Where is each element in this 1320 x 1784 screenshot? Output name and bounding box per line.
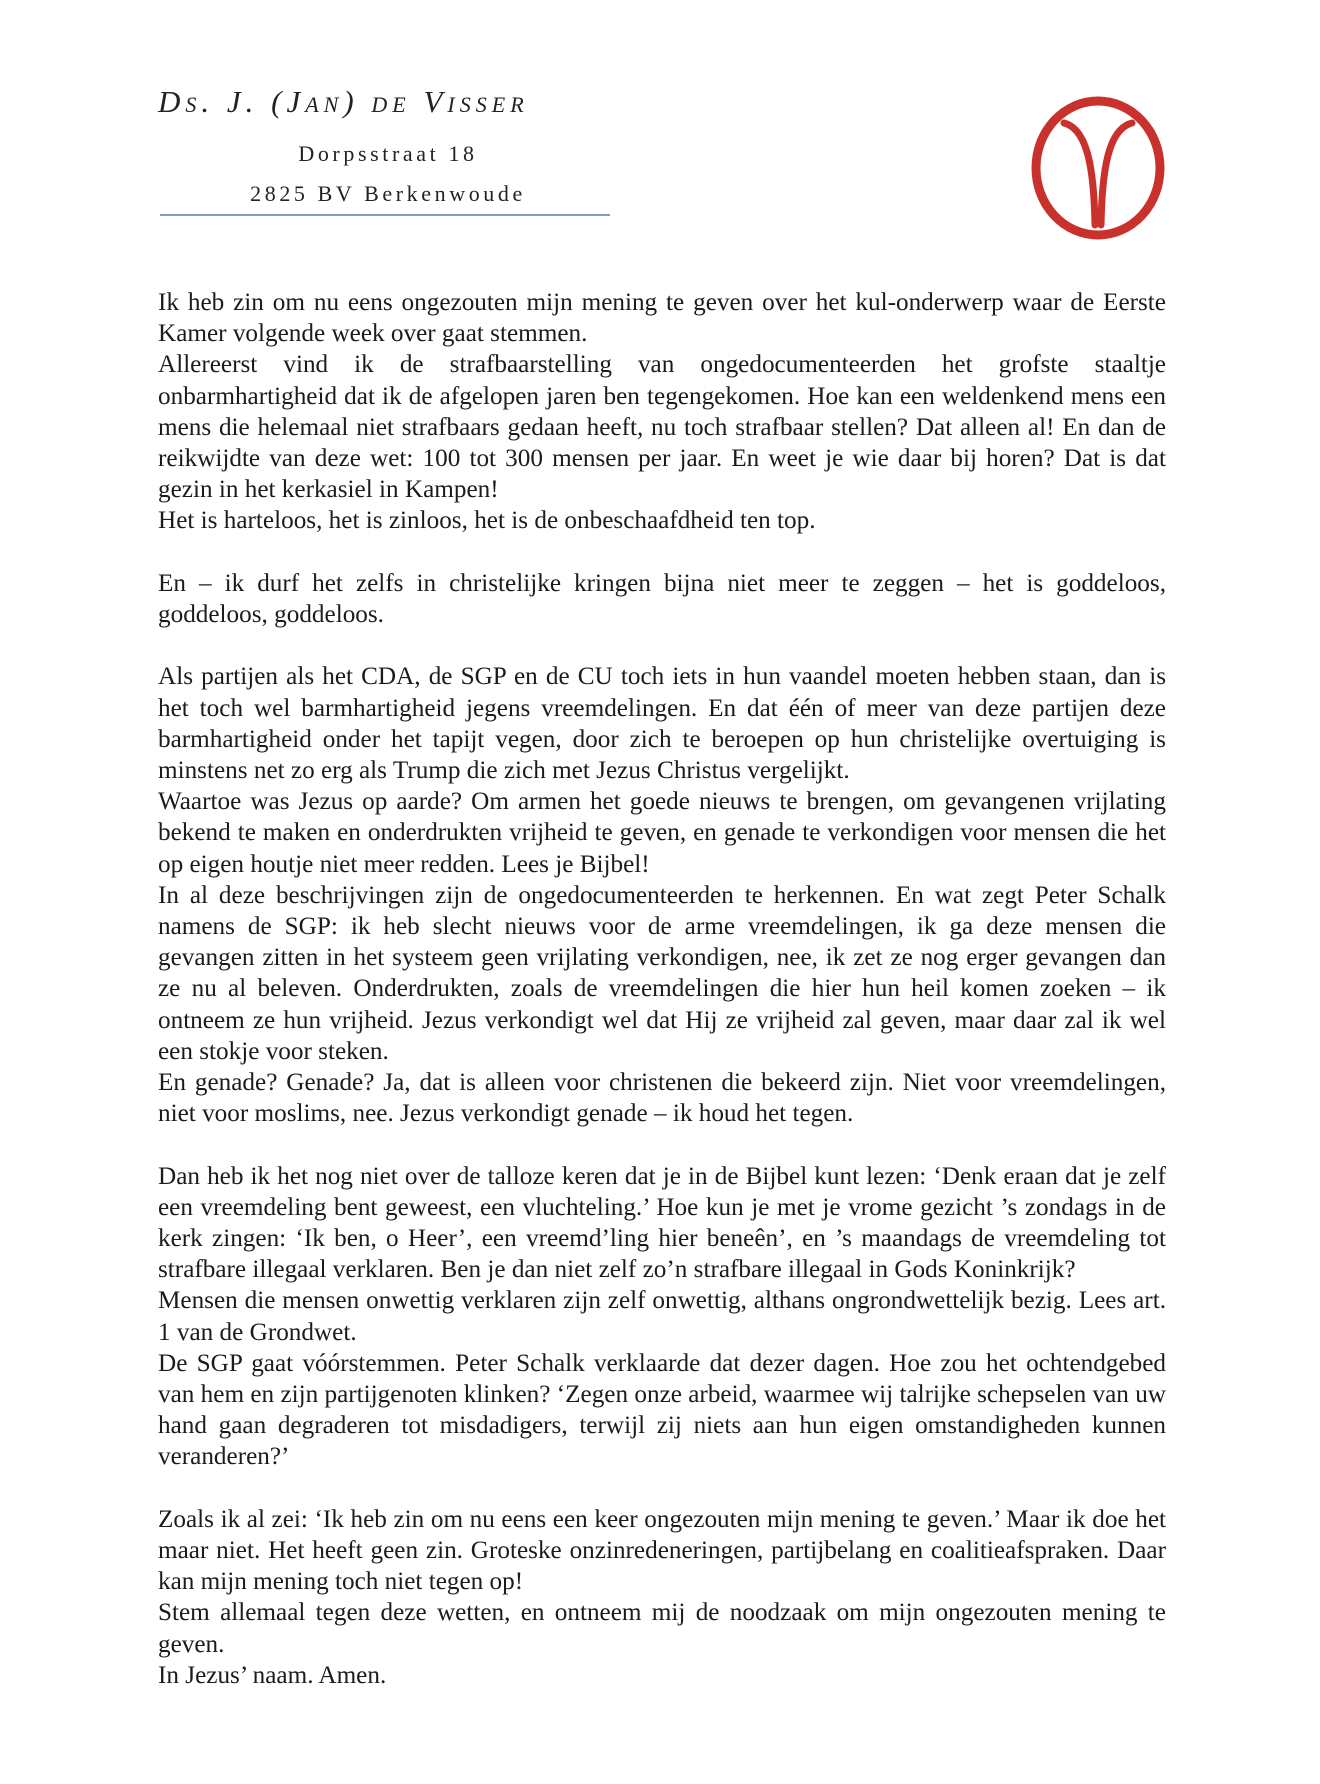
paragraph: En – ik durf het zelfs in christelijke kringen bijna niet meer te zeggen – het is goddeloos, goddeloos, goddeloos. [158, 569, 1166, 629]
paragraph: Stem allemaal tegen deze wetten, en ontneem mij de noodzaak om mijn ongezouten mening te geven. [158, 1599, 1166, 1658]
sender-city: 2825 BV Berkenwoude [250, 181, 526, 206]
sender-street: Dorpsstraat 18 [298, 141, 478, 166]
paragraph: Zoals ik al zei: ‘Ik heb zin om nu eens een keer ongezouten mijn mening te geven.’ Maar ik doe het maar niet. Het heeft geen zin. Groteske onzinredeneringen, partijbelang en coalitieafspraken. Daar kan mijn mening toch niet tegen op! [158, 1505, 1166, 1596]
paragraph: En genade? Genade? Ja, dat is alleen voor christenen die bekeerd zijn. Niet voor vreemdelingen, niet voor moslims, nee. Jezus verkondigt genade – ik houd het tegen. [158, 1069, 1166, 1128]
paragraph: Als partijen als het CDA, de SGP en de CU toch iets in hun vaandel moeten hebben staan, dan is het toch wel barmhartigheid jegens vreemdelingen. En dat één of meer van deze partijen deze barmhartigheid onder het tapijt vegen, door zich te beroepen op hun christelijke overtuiging is minstens net zo erg als Trump die zich met Jezus Christus vergelijkt. [158, 663, 1166, 785]
letter-body [158, 287, 1166, 1691]
paragraph: In Jezus’ naam. Amen. [158, 1661, 387, 1689]
paragraph: Allereerst vind ik de strafbaarstelling van ongedocumenteerden het grofste staaltje onbarmhartigheid dat ik de afgelopen jaren ben tegengekomen. Hoe kan een weldenkend mens een mens die helemaal niet strafbaars gedaan heeft, nu toch strafbaar stellen? Dat alleen al! En dan de reikwijdte van deze wet: 100 tot 300 mensen per jaar. En weet je wie daar bij horen? Dat is dat gezin in het kerkasiel in Kampen! [158, 351, 1166, 504]
paragraph: Dan heb ik het nog niet over de talloze keren dat je in de Bijbel kunt lezen: ‘Denk eraan dat je zelf een vreemdeling bent geweest, een vluchteling.’ Hoe kun je met je vrome gezicht ’s zondags in de kerk zingen: ‘Ik ben, o Heer’, een vreemd’ling hier beneên’, en ’s maandags de vreemdeling tot strafbare illegaal verklaren. Ben je dan niet zelf zo’n strafbare illegaal in Gods Koninkrijk? [158, 1162, 1166, 1284]
paragraph: Mensen die mensen onwettig verklaren zijn zelf onwettig, althans ongrondwettelijk bezig. Lees art. 1 van de Grondwet. [158, 1287, 1166, 1346]
paragraph: Waartoe was Jezus op aarde? Om armen het goede nieuws te brengen, om gevangenen vrijlating bekend te maken en onderdrukten vrijheid te geven, en genade te verkondigen voor mensen die het op eigen houtje niet meer redden. Lees je Bijbel! [158, 788, 1166, 878]
letterhead-rule [160, 214, 610, 216]
red-circle-v-monogram-icon [1028, 93, 1168, 243]
paragraph: De SGP gaat vóórstemmen. Peter Schalk verklaarde dat dezer dagen. Hoe zou het ochtendgebed van hem en zijn partijgenoten klinken? ‘Zegen onze arbeid, waarmee wij talrijke schepselen van uw hand gaan degraderen tot misdadigers, terwijl zij niets aan hun eigen omstandigheden kunnen veranderen?’ [158, 1349, 1166, 1471]
paragraph: In al deze beschrijvingen zijn de ongedocumenteerden te herkennen. En wat zegt Peter Schalk namens de SGP: ik heb slecht nieuws voor de arme vreemdelingen, ik ga deze mensen die gevangen zitten in het systeem geen vrijlating verkondigen, nee, ik zet ze nog erger gevangen dan ze nu al beleven. Onderdrukten, zoals de vreemdelingen die hier hun heil komen zoeken – ik ontneem ze hun vrijheid. Jezus verkondigt wel dat Hij ze vrijheid zal geven, maar daar zal ik wel een stokje voor steken. [158, 881, 1166, 1065]
sender-name: Ds. J. (Jan) de Visser [158, 84, 529, 119]
paragraph: Ik heb zin om nu eens ongezouten mijn mening te geven over het kul-onderwerp waar de Eerste Kamer volgende week over gaat stemmen. [158, 289, 1166, 348]
paragraph: Het is harteloos, het is zinloos, het is de onbeschaafdheid ten top. [158, 507, 816, 535]
letterhead [158, 82, 618, 214]
